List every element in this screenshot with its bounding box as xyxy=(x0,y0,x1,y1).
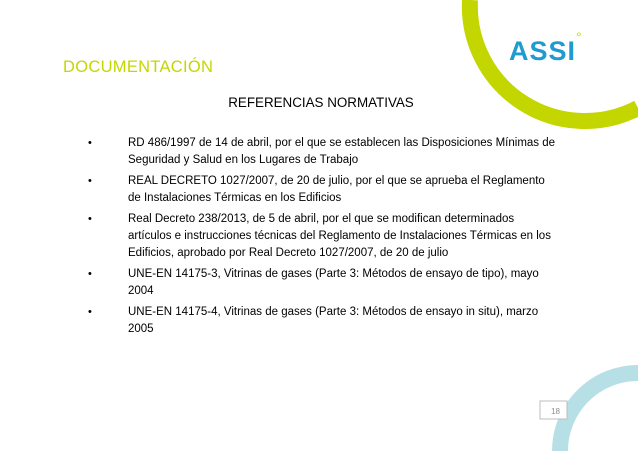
reference-item xyxy=(88,266,558,300)
logo-text: ASSI xyxy=(509,36,577,66)
reference-text: Real Decreto 238/2013, de 5 de abril, por el que se modifican determinados artículos e instrucciones técnicas del Reglamento de Instalaciones Térmicas en los Edificios, aprobado por Real Decreto 1027/2007, de 20 de julio xyxy=(128,213,551,259)
bottom-arc-decoration xyxy=(560,373,638,451)
page-subtitle: REFERENCIAS NORMATIVAS xyxy=(228,95,414,110)
reference-text: RD 486/1997 de 14 de abril, por el que se establecen las Disposiciones Mínimas de Seguridad y Salud en los Lugares de Trabajo xyxy=(128,137,556,166)
reference-item xyxy=(88,304,558,338)
bullet-icon: • xyxy=(88,213,92,225)
reference-text: REAL DECRETO 1027/2007, de 20 de julio, por el que se aprueba el Reglamento de Instalaciones Térmicas en los Edificios xyxy=(128,175,545,204)
reference-text: UNE-EN 14175-3, Vitrinas de gases (Parte 3: Métodos de ensayo de tipo), mayo 2004 xyxy=(128,268,539,297)
bullet-icon: • xyxy=(88,306,92,318)
bullet-icon: • xyxy=(88,268,92,280)
references-list xyxy=(88,135,558,342)
reference-item xyxy=(88,211,558,262)
bullet-icon: • xyxy=(88,175,92,187)
reference-text: UNE-EN 14175-4, Vitrinas de gases (Parte 3: Métodos de ensayo in situ), marzo 2005 xyxy=(128,306,539,335)
logo-degree-mark: ° xyxy=(576,29,582,45)
reference-item xyxy=(88,135,558,169)
section-title: DOCUMENTACIÓN xyxy=(63,58,214,76)
reference-item xyxy=(88,173,558,207)
bullet-icon: • xyxy=(88,137,92,149)
page-number: 18 xyxy=(551,407,560,416)
